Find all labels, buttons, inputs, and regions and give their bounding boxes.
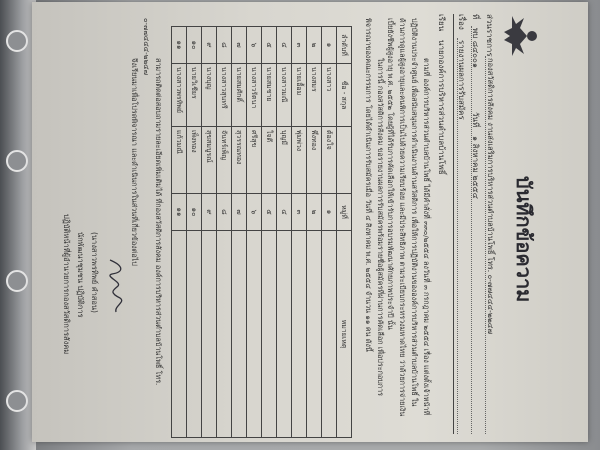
table-row [187,27,202,438]
table-cell: ใจดี [262,127,277,194]
ref-label: ที่ [471,14,480,20]
table-cell: ๙ [202,194,217,231]
paragraph-contact: สามารถติดต่อสอบถามรายละเอียดเพิ่มเติมได้ ที่กองสวัสดิการสังคม องค์การบริหารส่วนตำบลบ้านโพธิ์ โทร. ๐-๗๗๔๔๔-๒๒๔๗ [142,18,163,386]
table-row [247,27,262,438]
table-row [292,27,307,438]
table-cell: ๓ [292,27,307,64]
paragraph-background: ตามที่ องค์การบริหารส่วนตำบลบ้านโพธิ์ ได้มีคำสั่งที่ ๓๓๐/๒๕๕๔ ลงวันที่ ๓ กรกฎาคม ๒๕๕๔ เรื่อง แต่งตั้งเจ้าหน้าที่ปฏิบัติงานประจำศูนย์ เพื่อสนับสนุนการดำเนินงานด้านสวัสดิการ เพื่อให้การปฏิบัติงานขององค์การบริหารส่วนตำบลบ้านโพธิ์ ในด้านการดูแลผู้สูงอายุและคนพิการเป็นไปด้วยความเรียบร้อย และมีประสิทธิภาพ ตามระเบียบกระทรวงมหาดไทย ว่าด้วยการจ่ายเงินเบี้ยยังชีพผู้สูงอายุ พ.ศ. ๒๕๕๒ โดยผู้ที่ได้รับการคัดเลือกให้เข้ารับการอบรมพัฒนาศักยภาพประจำปี นั้น [386,18,431,417]
table-cell: ๔ [277,27,292,64]
subject-label: เรื่อง [457,14,466,30]
header-divider [453,14,454,434]
table-cell: ๑๑ [172,27,187,64]
table-cell: ๕ [262,194,277,231]
table-cell: ต้องใจ [322,127,337,194]
table-cell: นางสาวมณี [277,64,292,127]
table-cell: สุวรรณทอง [232,127,247,194]
col-header: หมู่ที่ [337,194,352,231]
table-cell: ๑ [322,27,337,64]
table-cell: ๑๑ [172,194,187,231]
table-cell: ๘ [217,194,232,231]
table-row [172,27,187,438]
table-cell: ๗ [232,194,247,231]
table-cell: ศรีสุข [247,127,262,194]
table-cell [322,231,337,438]
applicant-table [171,26,352,438]
table-cell: ๕ [262,27,277,64]
table-row [277,27,292,438]
table-cell: ๖ [247,27,262,64]
date-label: วันที่ [471,112,480,128]
table-row [217,27,232,438]
signer-position-acting: ปฏิบัติหน้าที่ผู้อำนวยการกองสวัสดิการสังคม [62,214,71,355]
table-cell: นางสาวสุนทรี [217,64,232,127]
signature-icon [102,256,128,316]
table-cell: นางสาวรัตนา [247,64,262,127]
col-header [337,127,352,194]
date-value: ๑ สิงหาคม ๒๕๕๔ [471,136,480,199]
agency-value: กองสวัสดิการสังคม งานส่งเสริมการบริหารส่วนตำบลบ้านโพธิ์ โทร. ๐-๗๗๔๔๔-๒๒๔๗ [486,58,495,335]
table-cell: นางสมร [307,64,322,127]
table-cell: นายเอื้อม [292,64,307,127]
table-cell: ๑ [322,194,337,231]
memo-document [18,6,548,442]
table-cell [307,231,322,438]
table-cell: ๗ [232,27,247,64]
table-cell: ๘ [217,27,232,64]
signer-position: นักพัฒนาชุมชน ปฏิบัติการ [76,232,85,318]
table-cell: ๙ [202,27,217,64]
agency-label: ส่วนราชการ [485,14,494,57]
table-cell: ๓ [292,194,307,231]
table-cell: แก้วมณี [172,127,187,194]
table-cell: ๑๐ [187,194,202,231]
table-cell: จันทร์เพ็ญ [217,127,232,194]
table-row [322,27,337,438]
table-cell: นางบุญ [202,64,217,127]
table-cell [232,231,247,438]
table-cell [292,231,307,438]
table-cell: ๒ [307,194,322,231]
table-row [202,27,217,438]
table-cell: ๒ [307,27,322,64]
col-header: หมายเหตุ [337,231,352,438]
table-cell: นางสาวพรทิพย์ [172,64,187,127]
table-cell [262,231,277,438]
paragraph-closing: จึงเรียนมาเพื่อโปรดพิจารณา และดำเนินการในส่วนที่เกี่ยวข้องต่อไป [130,58,139,266]
signer-name: (นางสาวพรทิพย์ คำสอน) [90,232,99,313]
table-row [262,27,277,438]
table-cell: บุญมี [277,127,292,194]
table-cell: นายวิเชียร [187,64,202,127]
table-header-row [337,27,352,438]
table-row [232,27,247,438]
table-cell: เพ็งทอง [187,127,202,194]
to-value: นายกองค์การบริหารส่วนตำบลบ้านโพธิ์ [437,40,446,175]
table-cell: สุขสมบูรณ์ [202,127,217,194]
garuda-emblem-icon [502,14,542,58]
table-cell [217,231,232,438]
dotted-line [457,38,458,434]
dotted-line [485,56,486,434]
table-cell: ๔ [277,194,292,231]
memo-title: บันทึกข้อความ [512,176,536,303]
table-cell: นางสาว [322,64,337,127]
col-header: ลำดับที่ [337,27,352,64]
table-cell: นายสมชาย [262,64,277,127]
subject-value: รายงานผลการรับสมัคร [457,40,466,120]
table-cell [247,231,262,438]
to-label: เรียน [437,14,446,32]
table-cell [187,231,202,438]
paragraph-report: ในการนี้ กองสวัสดิการสังคม ขอรายงานผลการรับสมัครพร้อมรายชื่อผู้สมัครที่ผ่านการคัดเลือก เพื่อประกอบการพิจารณาของคณะกรรมการ โดยได้ดำเนินการรับสมัครเมื่อ วันที่ ๔ สิงหาคม พ.ศ. ๒๕๕๔ จำนวน ๑๑ คน ดังนี้ [364,18,385,397]
table-cell: ๑๐ [187,27,202,64]
table-cell: พึ่งทอง [307,127,322,194]
col-header: ชื่อ - สกุล [337,64,352,127]
ref-value: พบ ๘๔๐๐๑ [471,28,480,68]
table-cell: นายสมศักดิ์ [232,64,247,127]
table-cell [277,231,292,438]
table-cell: ๖ [247,194,262,231]
table-cell [172,231,187,438]
table-cell [202,231,217,438]
dotted-line [471,26,472,434]
table-cell: พุ่มพ่วง [292,127,307,194]
table-row [307,27,322,438]
